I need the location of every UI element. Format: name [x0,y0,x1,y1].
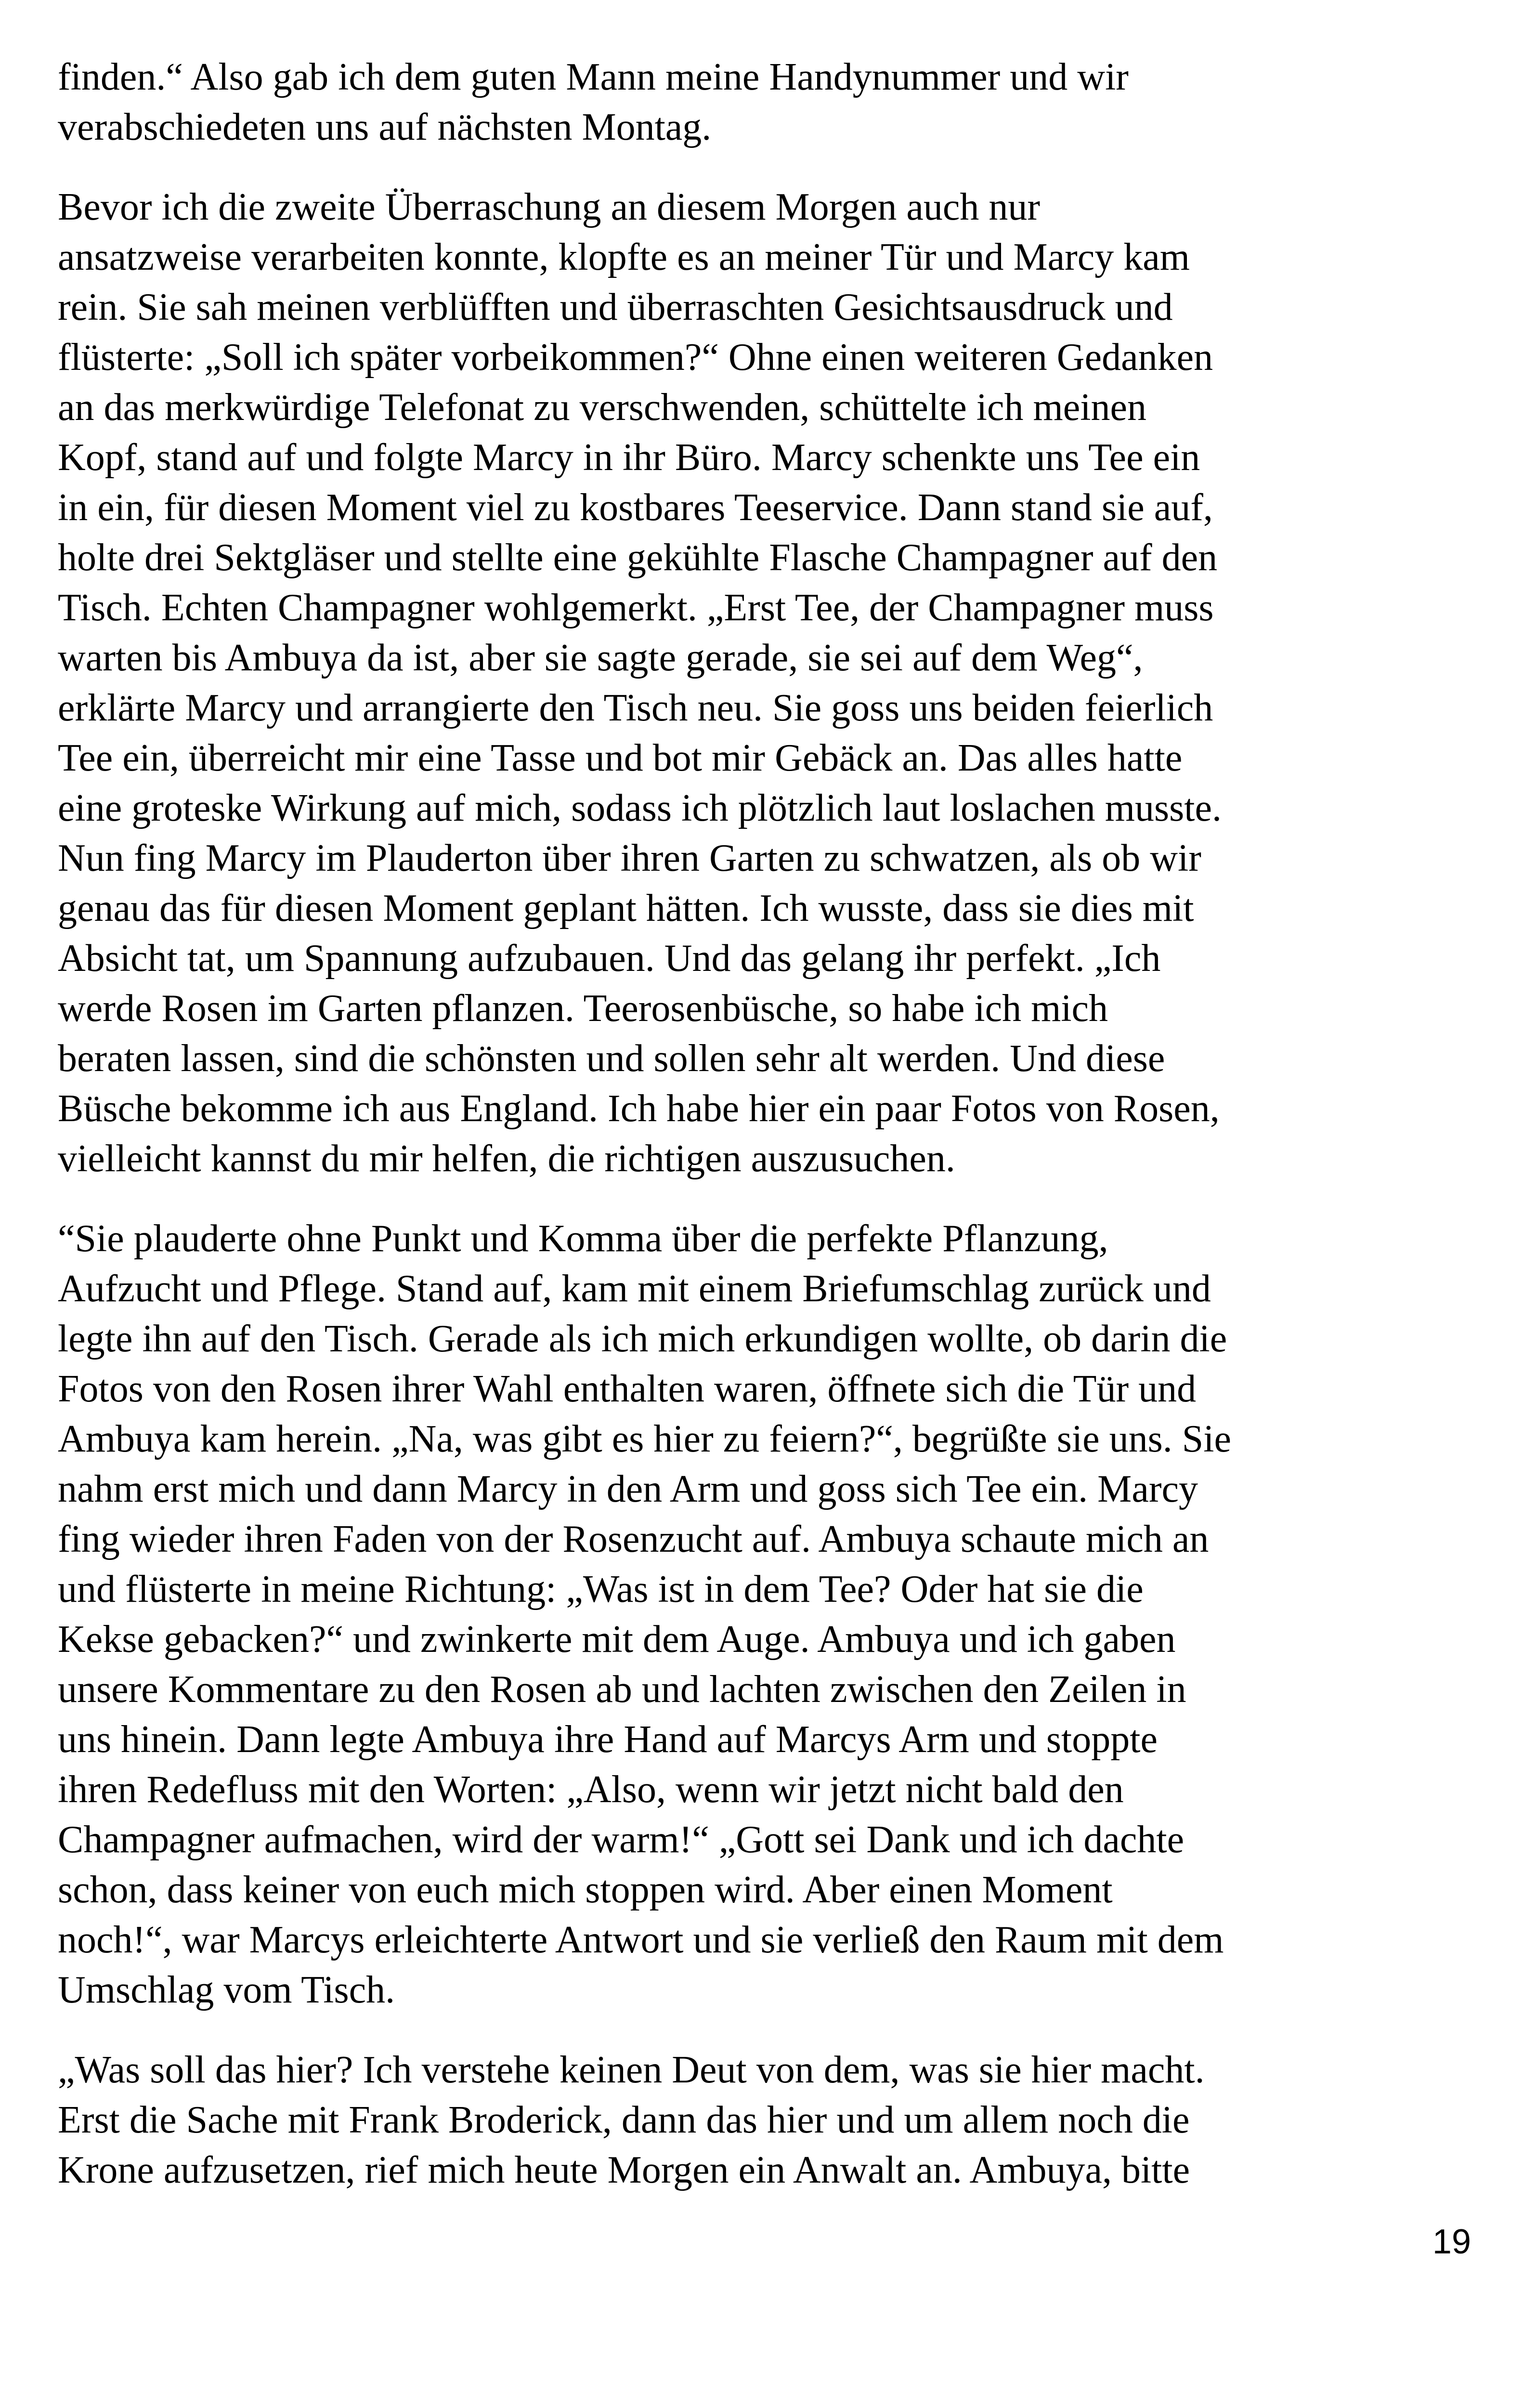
text-line: und flüsterte in meine Richtung: „Was ist in dem Tee? Oder hat sie die [58,1568,1144,1610]
text-line: Ambuya kam herein. „Na, was gibt es hier zu feiern?“, begrüßte sie uns. Sie [58,1418,1231,1460]
text-line: werde Rosen im Garten pflanzen. Teerosenbüsche, so habe ich mich [58,987,1108,1030]
text-line: Fotos von den Rosen ihrer Wahl enthalten waren, öffnete sich die Tür und [58,1368,1197,1410]
page-number: 19 [1432,2223,1471,2261]
text-line: Aufzucht und Pflege. Stand auf, kam mit einem Briefumschlag zurück und [58,1268,1211,1310]
text-line: Erst die Sache mit Frank Broderick, dann das hier und um allem noch die [58,2099,1190,2141]
text-line: erklärte Marcy und arrangierte den Tisch neu. Sie goss uns beiden feierlich [58,687,1213,729]
text-line: uns hinein. Dann legte Ambuya ihre Hand auf Marcys Arm und stoppte [58,1718,1158,1761]
text-line: legte ihn auf den Tisch. Gerade als ich mich erkundigen wollte, ob darin die [58,1318,1227,1360]
text-line: vielleicht kannst du mir helfen, die richtigen auszusuchen. [58,1138,955,1180]
text-line: eine groteske Wirkung auf mich, sodass ich plötzlich laut loslachen musste. [58,787,1222,829]
text-line: an das merkwürdige Telefonat zu verschwenden, schüttelte ich meinen [58,386,1146,429]
body-text [58,52,1387,2225]
text-line: “Sie plauderte ohne Punkt und Komma über die perfekte Pflanzung, [58,1217,1108,1260]
text-line: in ein, für diesen Moment viel zu kostbares Teeservice. Dann stand sie auf, [58,486,1213,529]
text-line: beraten lassen, sind die schönsten und sollen sehr alt werden. Und diese [58,1037,1165,1080]
text-line: Kopf, stand auf und folgte Marcy in ihr Büro. Marcy schenkte uns Tee ein [58,436,1200,479]
text-line: verabschiedeten uns auf nächsten Montag. [58,106,712,148]
text-line: fing wieder ihren Faden von der Rosenzucht auf. Ambuya schaute mich an [58,1518,1209,1560]
text-line: flüsterte: „Soll ich später vorbeikommen?“ Ohne einen weiteren Gedanken [58,336,1213,379]
paragraph [58,182,1387,1184]
text-line: nahm erst mich und dann Marcy in den Arm und goss sich Tee ein. Marcy [58,1468,1198,1510]
text-line: ansatzweise verarbeiten konnte, klopfte es an meiner Tür und Marcy kam [58,236,1190,278]
text-line: holte drei Sektgläser und stellte eine gekühlte Flasche Champagner auf den [58,537,1218,579]
text-line: Nun fing Marcy im Plauderton über ihren Garten zu schwatzen, als ob wir [58,837,1201,879]
text-line: Umschlag vom Tisch. [58,1969,395,2011]
text-line: Bevor ich die zweite Überraschung an diesem Morgen auch nur [58,186,1041,228]
text-line: noch!“, war Marcys erleichterte Antwort und sie verließ den Raum mit dem [58,1919,1224,1961]
text-line: finden.“ Also gab ich dem guten Mann meine Handynummer und wir [58,56,1129,98]
text-line: genau das für diesen Moment geplant hätten. Ich wusste, dass sie dies mit [58,887,1194,929]
text-line: Krone aufzusetzen, rief mich heute Morgen ein Anwalt an. Ambuya, bitte [58,2149,1190,2191]
text-line: unsere Kommentare zu den Rosen ab und lachten zwischen den Zeilen in [58,1668,1186,1711]
text-line: Kekse gebacken?“ und zwinkerte mit dem Auge. Ambuya und ich gaben [58,1618,1176,1661]
text-line: ihren Redefluss mit den Worten: „Also, wenn wir jetzt nicht bald den [58,1768,1124,1811]
text-line: rein. Sie sah meinen verblüfften und überraschten Gesichtsausdruck und [58,286,1173,328]
text-line: Champagner aufmachen, wird der warm!“ „Gott sei Dank und ich dachte [58,1819,1185,1861]
text-line: Tisch. Echten Champagner wohlgemerkt. „Erst Tee, der Champagner muss [58,587,1214,629]
text-line: Tee ein, überreicht mir eine Tasse und bot mir Gebäck an. Das alles hatte [58,737,1183,779]
paragraph [58,52,1387,152]
text-line: Büsche bekomme ich aus England. Ich habe hier ein paar Fotos von Rosen, [58,1087,1220,1130]
text-line: Absicht tat, um Spannung aufzubauen. Und das gelang ihr perfekt. „Ich [58,937,1161,980]
text-line: schon, dass keiner von euch mich stoppen wird. Aber einen Moment [58,1869,1113,1911]
paragraph [58,1214,1387,2015]
paragraph [58,2045,1387,2195]
text-line: „Was soll das hier? Ich verstehe keinen Deut von dem, was sie hier macht. [58,2049,1205,2091]
text-line: warten bis Ambuya da ist, aber sie sagte gerade, sie sei auf dem Weg“, [58,637,1143,679]
